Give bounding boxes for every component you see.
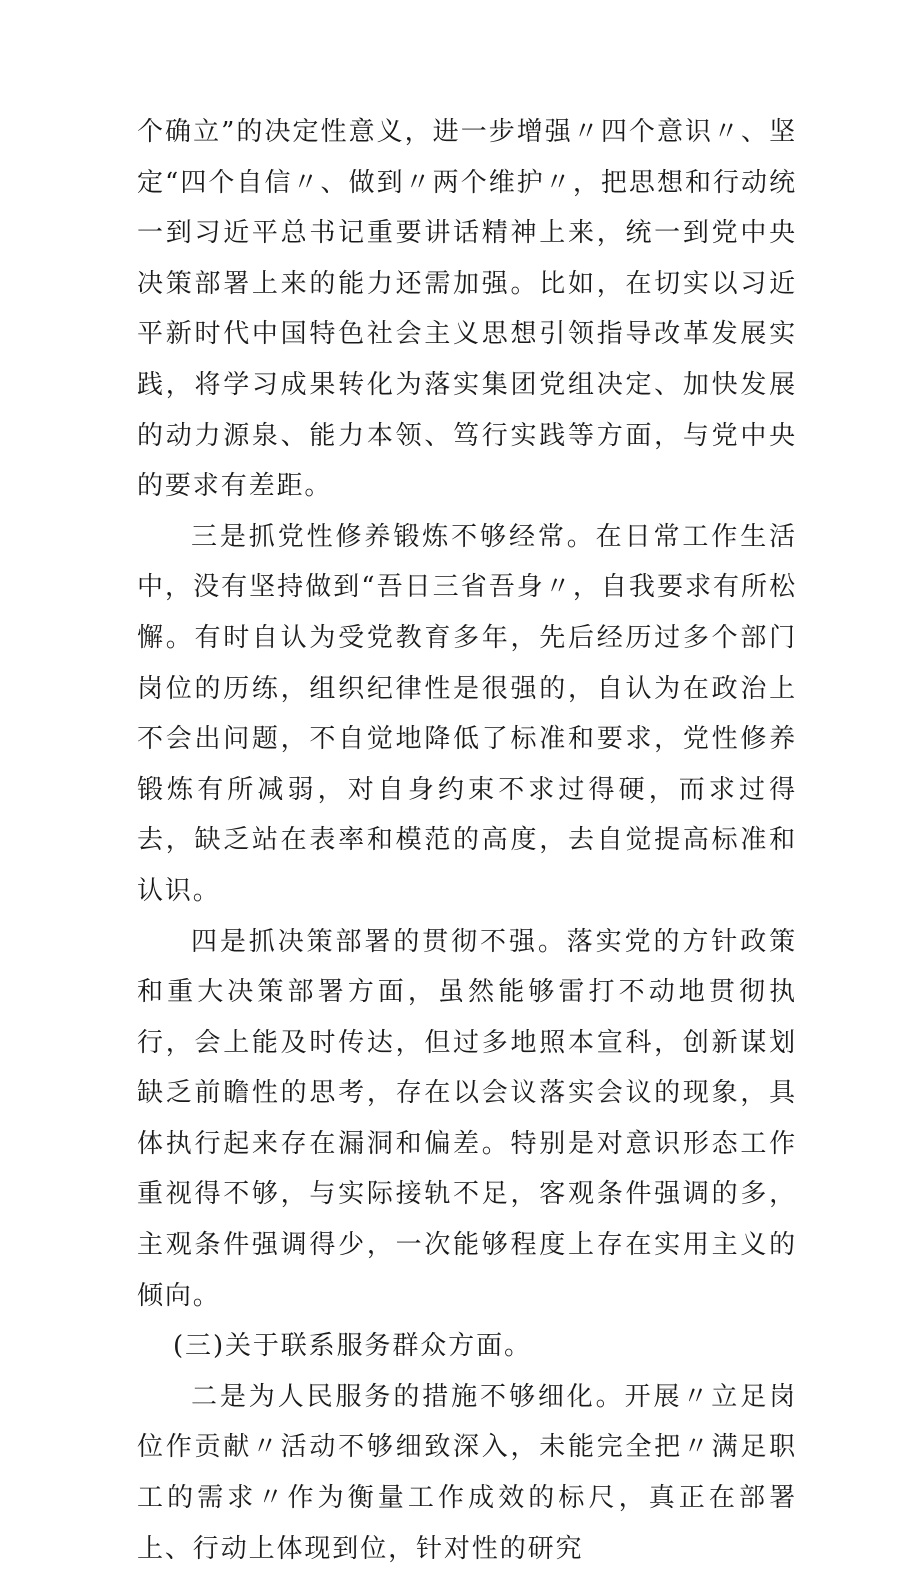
paragraph-service-measures: 二是为人民服务的措施不够细化。开展〃立足岗位作贡献〃活动不够细致深入，未能完全把〃满足职工的需求〃作为衡量工作成效的标尺，真正在部署上、行动上体现到位，针对性的研究 — [137, 1381, 797, 1564]
document-body — [137, 107, 797, 1574]
paragraph-decision-implementation: 四是抓决策部署的贯彻不强。落实党的方针政策和重大决策部署方面，虽然能够雷打不动地贯彻执行，会上能及时传达，但过多地照本宣科，创新谋划缺乏前瞻性的思考，存在以会议落实会议的现象，具体执行起来存在漏洞和偏差。特别是对意识形态工作重视得不够，与实际接轨不足，客观条件强调的多，主观条件强调得少，一次能够程度上存在实用主义的倾向。 — [137, 926, 797, 1311]
paragraph-party-spirit: 三是抓党性修养锻炼不够经常。在日常工作生活中，没有坚持做到“吾日三省吾身〃，自我要求有所松懈。有时自认为受党教育多年，先后经历过多个部门岗位的历练，组织纪律性是很强的，自认为在政治上不会出问题，不自觉地降低了标准和要求，党性修养锻炼有所减弱，对自身约束不求过得硬，而求过得去，缺乏站在表率和模范的高度，去自觉提高标准和认识。 — [137, 521, 797, 906]
section-heading-serving-masses: (三)关于联系服务群众方面。 — [173, 1331, 532, 1362]
paragraph-continuation: 个确立”的决定性意义，进一步增强〃四个意识〃、坚定“四个自信〃、做到〃两个维护〃，把思想和行动统一到习近平总书记重要讲话精神上来，统一到党中央决策部署上来的能力还需加强。比如，在切实以习近平新时代中国特色社会主义思想引领指导改革发展实践，将学习成果转化为落实集团党组决定、加快发展的动力源泉、能力本领、笃行实践等方面，与党中央的要求有差距。 — [137, 117, 797, 502]
